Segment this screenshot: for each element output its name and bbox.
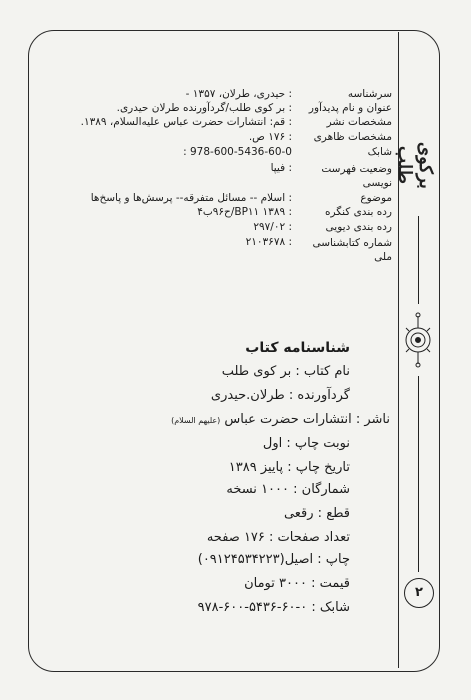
- ornament-line-bottom: [418, 376, 419, 572]
- catalog-label: مشخصات ظاهری: [313, 131, 392, 143]
- edition: نوبت چاپ : اول: [262, 436, 350, 451]
- ornament-line-top: [418, 216, 419, 304]
- page-number: ۲: [404, 578, 434, 608]
- catalog-label: مشخصات نشر: [326, 116, 392, 128]
- rosette-ornament-icon: [400, 310, 436, 370]
- book-info-heading: شناسنامه کتاب: [245, 340, 350, 356]
- catalog-row: [52, 206, 392, 220]
- catalog-label: رده بندی دیویی: [325, 221, 392, 233]
- catalog-value: : اسلام -- مسائل متفرقه-- پرسش‌ها و پاسخ‌ها: [90, 192, 292, 204]
- catalog-row: [52, 162, 392, 190]
- print-date: تاریخ چاپ : پاییز ۱۳۸۹: [228, 460, 350, 475]
- catalog-value: : ۱۳۸۹ BP۱۱/ح۹۶ب۴: [197, 206, 292, 218]
- catalog-value: : قم: انتشارات حضرت عباس علیه‌السلام، ۱۳۸۹.: [80, 116, 292, 128]
- catalog-label: رده بندی کنگره: [324, 206, 392, 218]
- printer: چاپ : اصیل(۰۹۱۲۴۵۳۴۲۲۳): [197, 552, 350, 567]
- compiler: گردآورنده : طرلان.حیدری: [210, 388, 350, 403]
- catalog-value: : حیدری، طرلان، ۱۳۵۷ -: [185, 88, 292, 100]
- catalog-label: وضعیت فهرست نویسی: [321, 163, 392, 189]
- ornamental-divider: [398, 32, 399, 668]
- catalog-row: [52, 102, 392, 116]
- catalog-row: [52, 192, 392, 206]
- publisher-suffix: (علیهم السلام): [171, 416, 221, 425]
- publisher-name: ناشر : انتشارات حضرت عباس: [224, 412, 390, 427]
- price: قیمت : ۳۰۰۰ تومان: [244, 576, 350, 591]
- catalog-row: [52, 131, 392, 145]
- catalog-label: شابک: [367, 146, 392, 158]
- isbn: شابک : ۰-۶۰-۵۴۳۶-۶۰۰-۹۷۸: [197, 600, 350, 615]
- catalog-row: [52, 146, 392, 160]
- catalog-label: عنوان و نام پدیدآور: [308, 102, 392, 114]
- side-book-title: برکوی طلب: [394, 141, 436, 189]
- catalog-value: : ۲۹۷/۰۲: [253, 221, 292, 233]
- publisher: [171, 412, 390, 427]
- circulation: شمارگان : ۱۰۰۰ نسخه: [226, 482, 350, 497]
- catalog-value: : فیپا: [270, 162, 292, 174]
- format: قطع : رقعی: [283, 506, 350, 521]
- page-count: تعداد صفحات : ۱۷۶ صفحه: [206, 530, 350, 545]
- book-name: نام کتاب : بر کوی طلب: [221, 364, 350, 379]
- catalog-row: [52, 236, 392, 264]
- catalog-row: [52, 116, 392, 130]
- catalog-value: : بر کوی طلب/گردآورنده طرلان حیدری.: [116, 102, 292, 114]
- catalog-label: سرشناسه: [347, 88, 392, 100]
- catalog-value: : ۲۱۰۳۶۷۸: [245, 236, 292, 248]
- catalog-value: : ۱۷۶ ص.: [248, 131, 292, 143]
- catalog-label: شماره کتابشناسی ملی: [312, 237, 392, 263]
- catalog-label: موضوع: [360, 192, 392, 204]
- catalog-value: : 978-600-5436-60-0: [183, 146, 292, 158]
- catalog-row: [52, 221, 392, 235]
- catalog-row: [52, 88, 392, 102]
